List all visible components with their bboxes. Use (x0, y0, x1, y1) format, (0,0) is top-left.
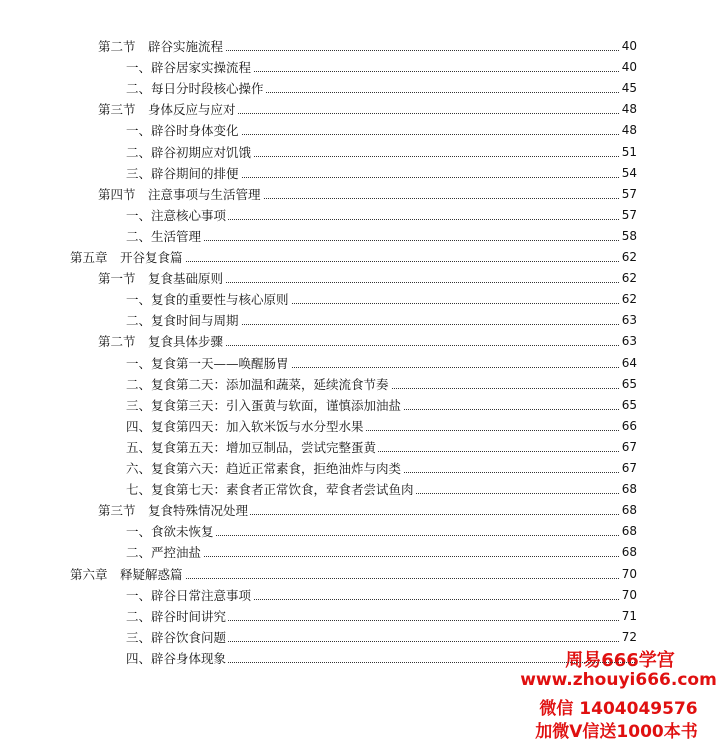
toc-page-number: 64 (619, 353, 637, 374)
toc-page-number: 62 (619, 289, 637, 310)
toc-page-number: 57 (619, 205, 637, 226)
toc-entry-title: 五、复食第五天：增加豆制品，尝试完整蛋黄 (126, 437, 378, 458)
toc-entry[interactable] (0, 36, 721, 57)
toc-entry-title: 四、辟谷身体现象 (126, 648, 228, 669)
toc-entry[interactable] (0, 120, 721, 141)
toc-page-number: 62 (619, 247, 637, 268)
toc-entry[interactable] (0, 205, 721, 226)
toc-entry-title: 一、辟谷日常注意事项 (126, 585, 253, 606)
toc-entry[interactable] (0, 374, 721, 395)
toc-page-number: 68 (619, 479, 637, 500)
toc-entry[interactable] (0, 500, 721, 521)
toc-page-number: 40 (619, 57, 637, 78)
toc-page-number: 57 (619, 184, 637, 205)
toc-entry[interactable] (0, 268, 721, 289)
toc-entry[interactable] (0, 395, 721, 416)
toc-entry[interactable] (0, 458, 721, 479)
toc-page-number: 45 (619, 78, 637, 99)
toc-page-number: 40 (619, 36, 637, 57)
toc-entry[interactable] (0, 247, 721, 268)
toc-entry-title: 一、食欲未恢复 (126, 521, 216, 542)
toc-entry-title: 第三节 身体反应与应对 (98, 99, 238, 120)
toc-entry[interactable] (0, 521, 721, 542)
toc-entry-title: 第六章 释疑解惑篇 (70, 564, 185, 585)
toc-page-number: 63 (619, 310, 637, 331)
toc-entry[interactable] (0, 606, 721, 627)
toc-entry[interactable] (0, 585, 721, 606)
toc-entry-title: 第二节 辟谷实施流程 (98, 36, 225, 57)
toc-page-number: 66 (619, 416, 637, 437)
toc-entry[interactable] (0, 310, 721, 331)
toc-entry[interactable] (0, 78, 721, 99)
toc-entry-title: 二、辟谷初期应对饥饿 (126, 142, 253, 163)
toc-entry-title: 六、复食第六天：趋近正常素食，拒绝油炸与肉类 (126, 458, 403, 479)
toc-entry-title: 第三节 复食特殊情况处理 (98, 500, 250, 521)
toc-entry-title: 四、复食第四天：加入软米饭与水分型水果 (126, 416, 366, 437)
toc-page-number: 68 (619, 521, 637, 542)
toc-entry[interactable] (0, 353, 721, 374)
toc-entry-title: 七、复食第七天：素食者正常饮食，荤食者尝试鱼肉 (126, 479, 416, 500)
toc-entry-title: 一、复食的重要性与核心原则 (126, 289, 291, 310)
toc-entry[interactable] (0, 331, 721, 352)
toc-entry-title: 二、辟谷时间讲究 (126, 606, 228, 627)
toc-entry[interactable] (0, 437, 721, 458)
toc-page-number: 65 (619, 395, 637, 416)
toc-entry-title: 第二节 复食具体步骤 (98, 331, 225, 352)
toc-page-number: 54 (619, 163, 637, 184)
toc-entry[interactable] (0, 542, 721, 563)
toc-entry-title: 第一节 复食基础原则 (98, 268, 225, 289)
toc-page-number: 67 (619, 458, 637, 479)
toc-page-number: 67 (619, 437, 637, 458)
toc-entry-title: 一、辟谷居家实操流程 (126, 57, 253, 78)
toc-entry-title: 一、注意核心事项 (126, 205, 228, 226)
toc-entry[interactable] (0, 416, 721, 437)
toc-entry[interactable] (0, 163, 721, 184)
toc-entry-title: 第五章 开谷复食篇 (70, 247, 185, 268)
toc-entry[interactable] (0, 564, 721, 585)
toc-entry[interactable] (0, 479, 721, 500)
toc-entry-title: 二、复食第二天：添加温和蔬菜，延续流食节奏 (126, 374, 391, 395)
toc-page-number: 48 (619, 120, 637, 141)
toc-page-number: 71 (619, 606, 637, 627)
toc-page-number: 72 (619, 627, 637, 648)
toc-entry-title: 二、严控油盐 (126, 542, 203, 563)
watermark-url: www.zhouyi666.com (520, 670, 717, 690)
toc-entry[interactable] (0, 627, 721, 648)
toc-entry-title: 二、复食时间与周期 (126, 310, 241, 331)
watermark-promo: 加微V信送1000本书 (535, 722, 698, 742)
toc-entry-title: 一、辟谷时身体变化 (126, 120, 241, 141)
toc-entry-title: 一、复食第一天——唤醒肠胃 (126, 353, 291, 374)
toc-page-number: 68 (619, 500, 637, 521)
toc-entry[interactable] (0, 184, 721, 205)
toc-page-number: 68 (619, 542, 637, 563)
toc-entry-title: 二、每日分时段核心操作 (126, 78, 266, 99)
toc-entry-title: 第四节 注意事项与生活管理 (98, 184, 263, 205)
toc-page-number: 48 (619, 99, 637, 120)
toc-entry[interactable] (0, 226, 721, 247)
toc-entry[interactable] (0, 99, 721, 120)
toc-entry[interactable] (0, 57, 721, 78)
toc-page-number: 63 (619, 331, 637, 352)
toc-page-number: 58 (619, 226, 637, 247)
toc-entry[interactable] (0, 142, 721, 163)
toc-page-number: 62 (619, 268, 637, 289)
watermark-site-name: 周易666学宫 (565, 650, 675, 671)
toc-entry-title: 三、复食第三天：引入蛋黄与软面，谨慎添加油盐 (126, 395, 403, 416)
toc-entry-title: 三、辟谷饮食问题 (126, 627, 228, 648)
toc-page-number: 65 (619, 374, 637, 395)
toc-page-number: 70 (619, 564, 637, 585)
toc-page-number: 70 (619, 585, 637, 606)
watermark-wechat: 微信 1404049576 (539, 699, 698, 719)
toc-page-number: 51 (619, 142, 637, 163)
toc-entry[interactable] (0, 289, 721, 310)
toc-entry-title: 三、辟谷期间的排便 (126, 163, 241, 184)
toc-entry-title: 二、生活管理 (126, 226, 203, 247)
